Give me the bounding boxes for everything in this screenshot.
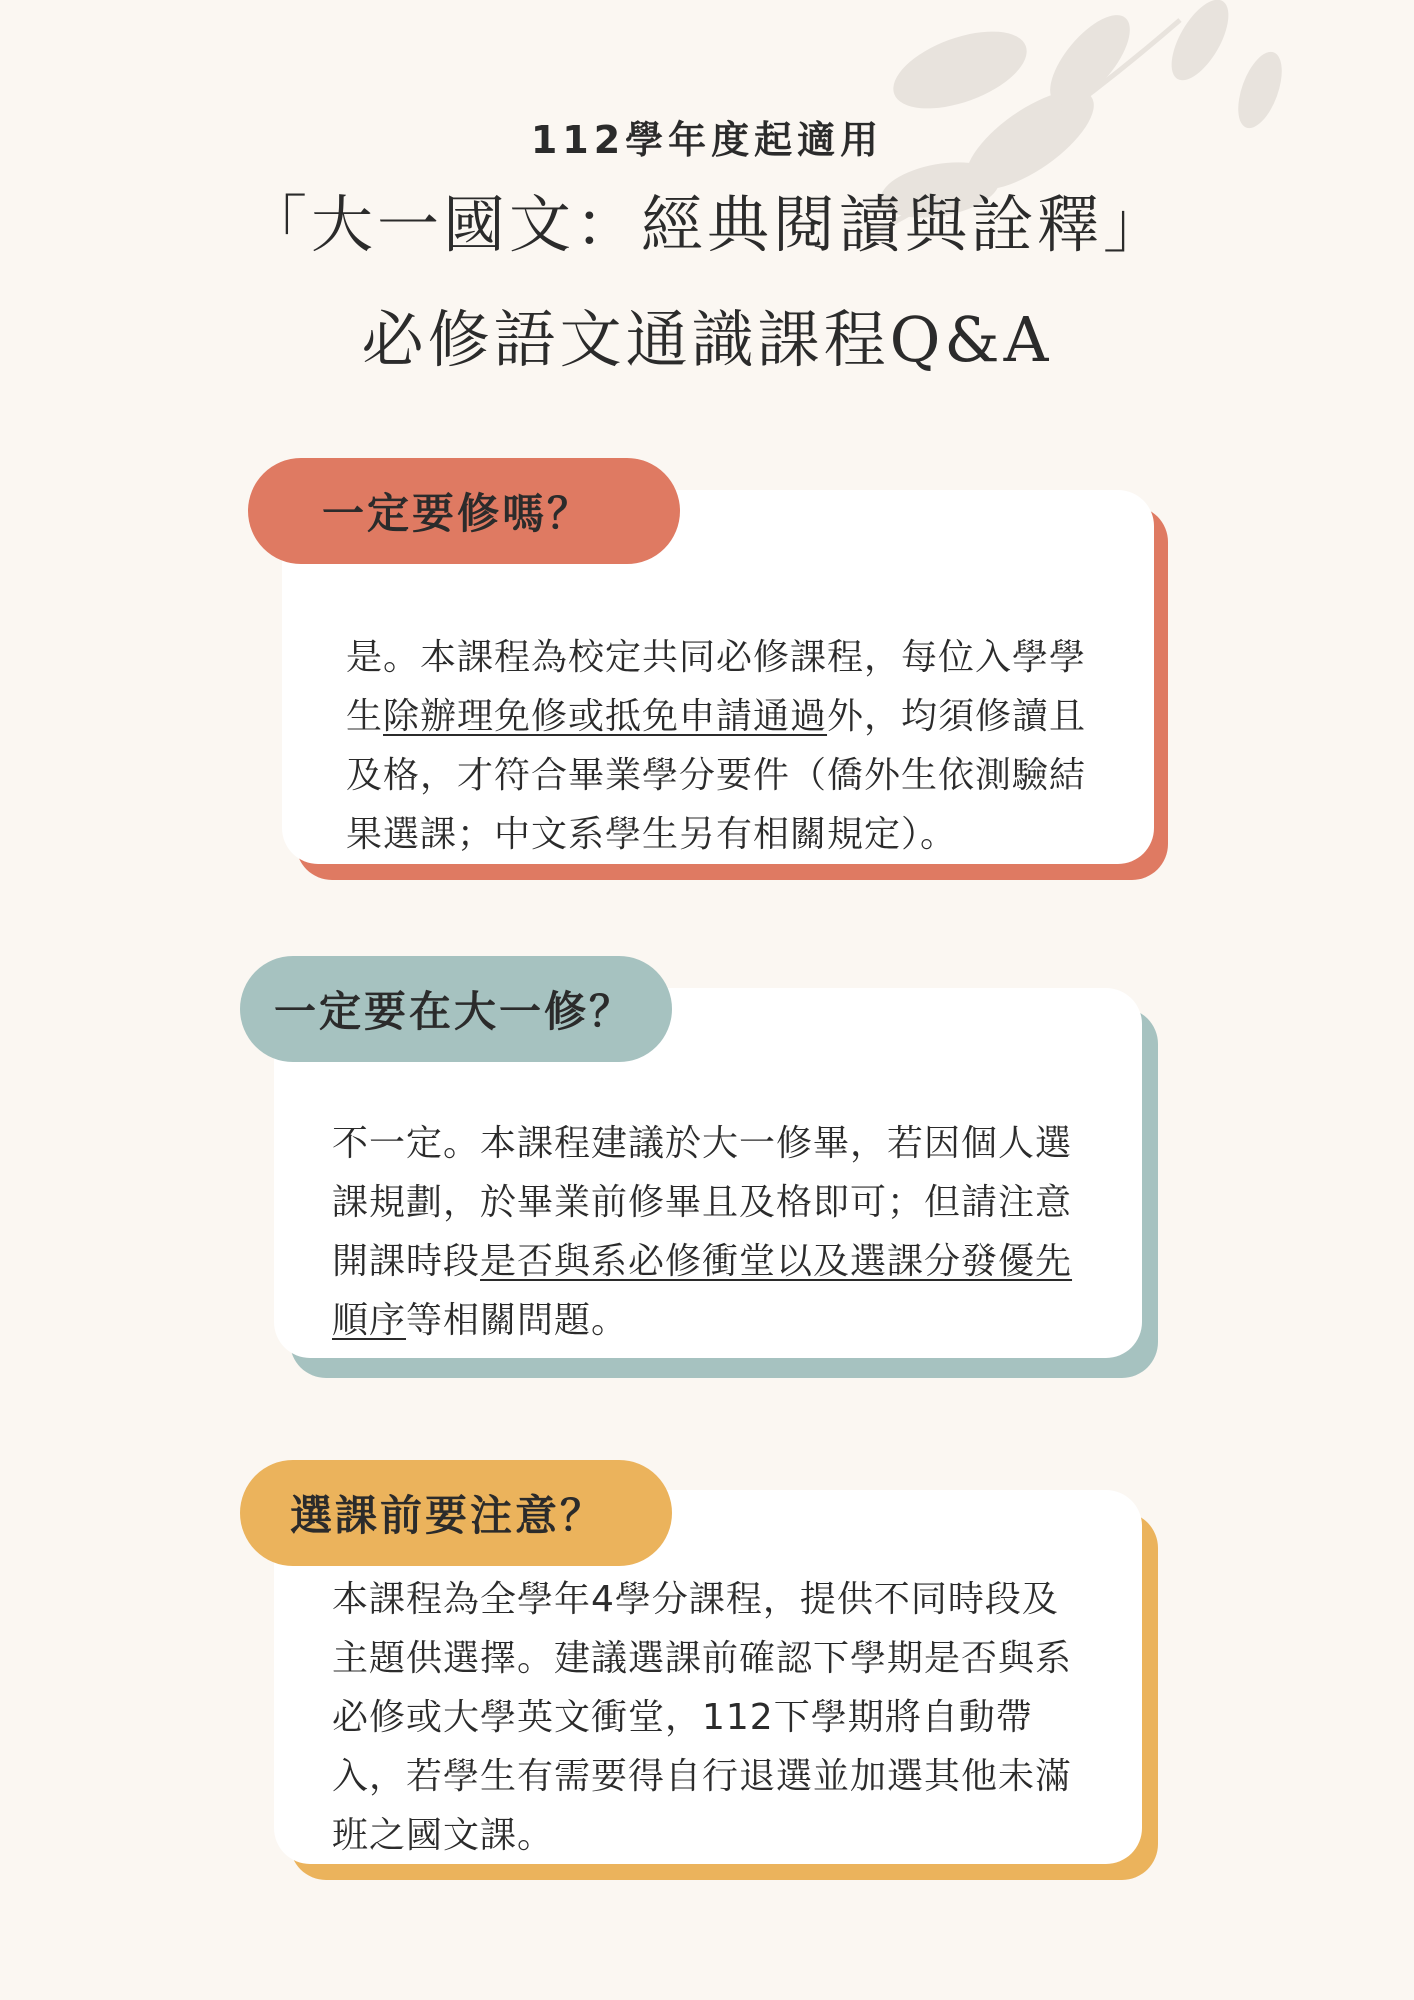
- page-title-line-1: 「大一國文：經典閱讀與詮釋」: [244, 188, 1169, 261]
- answer-3-text: 本課程為全學年4學分課程，提供不同時段及主題供選擇。建議選課前確認下學期是否與系必修或大學英文衝堂，112下學期將自動帶入，若學生有需要得自行退選並加選其他未滿班之國文課。: [332, 1579, 1073, 1856]
- answer-1-underline: 除辦理免修或抵免申請通過: [383, 696, 828, 737]
- page-subtitle: 112學年度起適用: [530, 118, 884, 162]
- question-3-text: 選課前要注意？: [290, 1491, 606, 1540]
- question-2-pill: [240, 956, 672, 1062]
- answer-2-text: 不一定。本課程建議於大一修畢，若因個人選課規劃，於畢業前修畢且及格即可；但請注意開課時段是否與系必修衝堂以及選課分發優先順序等相關問題。: [332, 1123, 1073, 1341]
- question-1-text: 一定要修嗎？: [322, 489, 593, 538]
- answer-2-underline: 是否與系必修衝堂以及選課分發優先順序: [332, 1241, 1073, 1341]
- question-1-pill: [248, 458, 680, 564]
- page-title-line-2: 必修語文通識課程Q&A: [361, 303, 1053, 376]
- answer-1-text: 是。本課程為校定共同必修課程，每位入學學生除辦理免修或抵免申請通過外，均須修讀且及格，才符合畢業學分要件（僑外生依測驗結果選課；中文系學生另有相關規定）。: [346, 637, 1087, 855]
- question-2-text: 一定要在大一修？: [274, 987, 635, 1036]
- page-header: [0, 110, 1414, 400]
- question-3-pill: [240, 1460, 672, 1566]
